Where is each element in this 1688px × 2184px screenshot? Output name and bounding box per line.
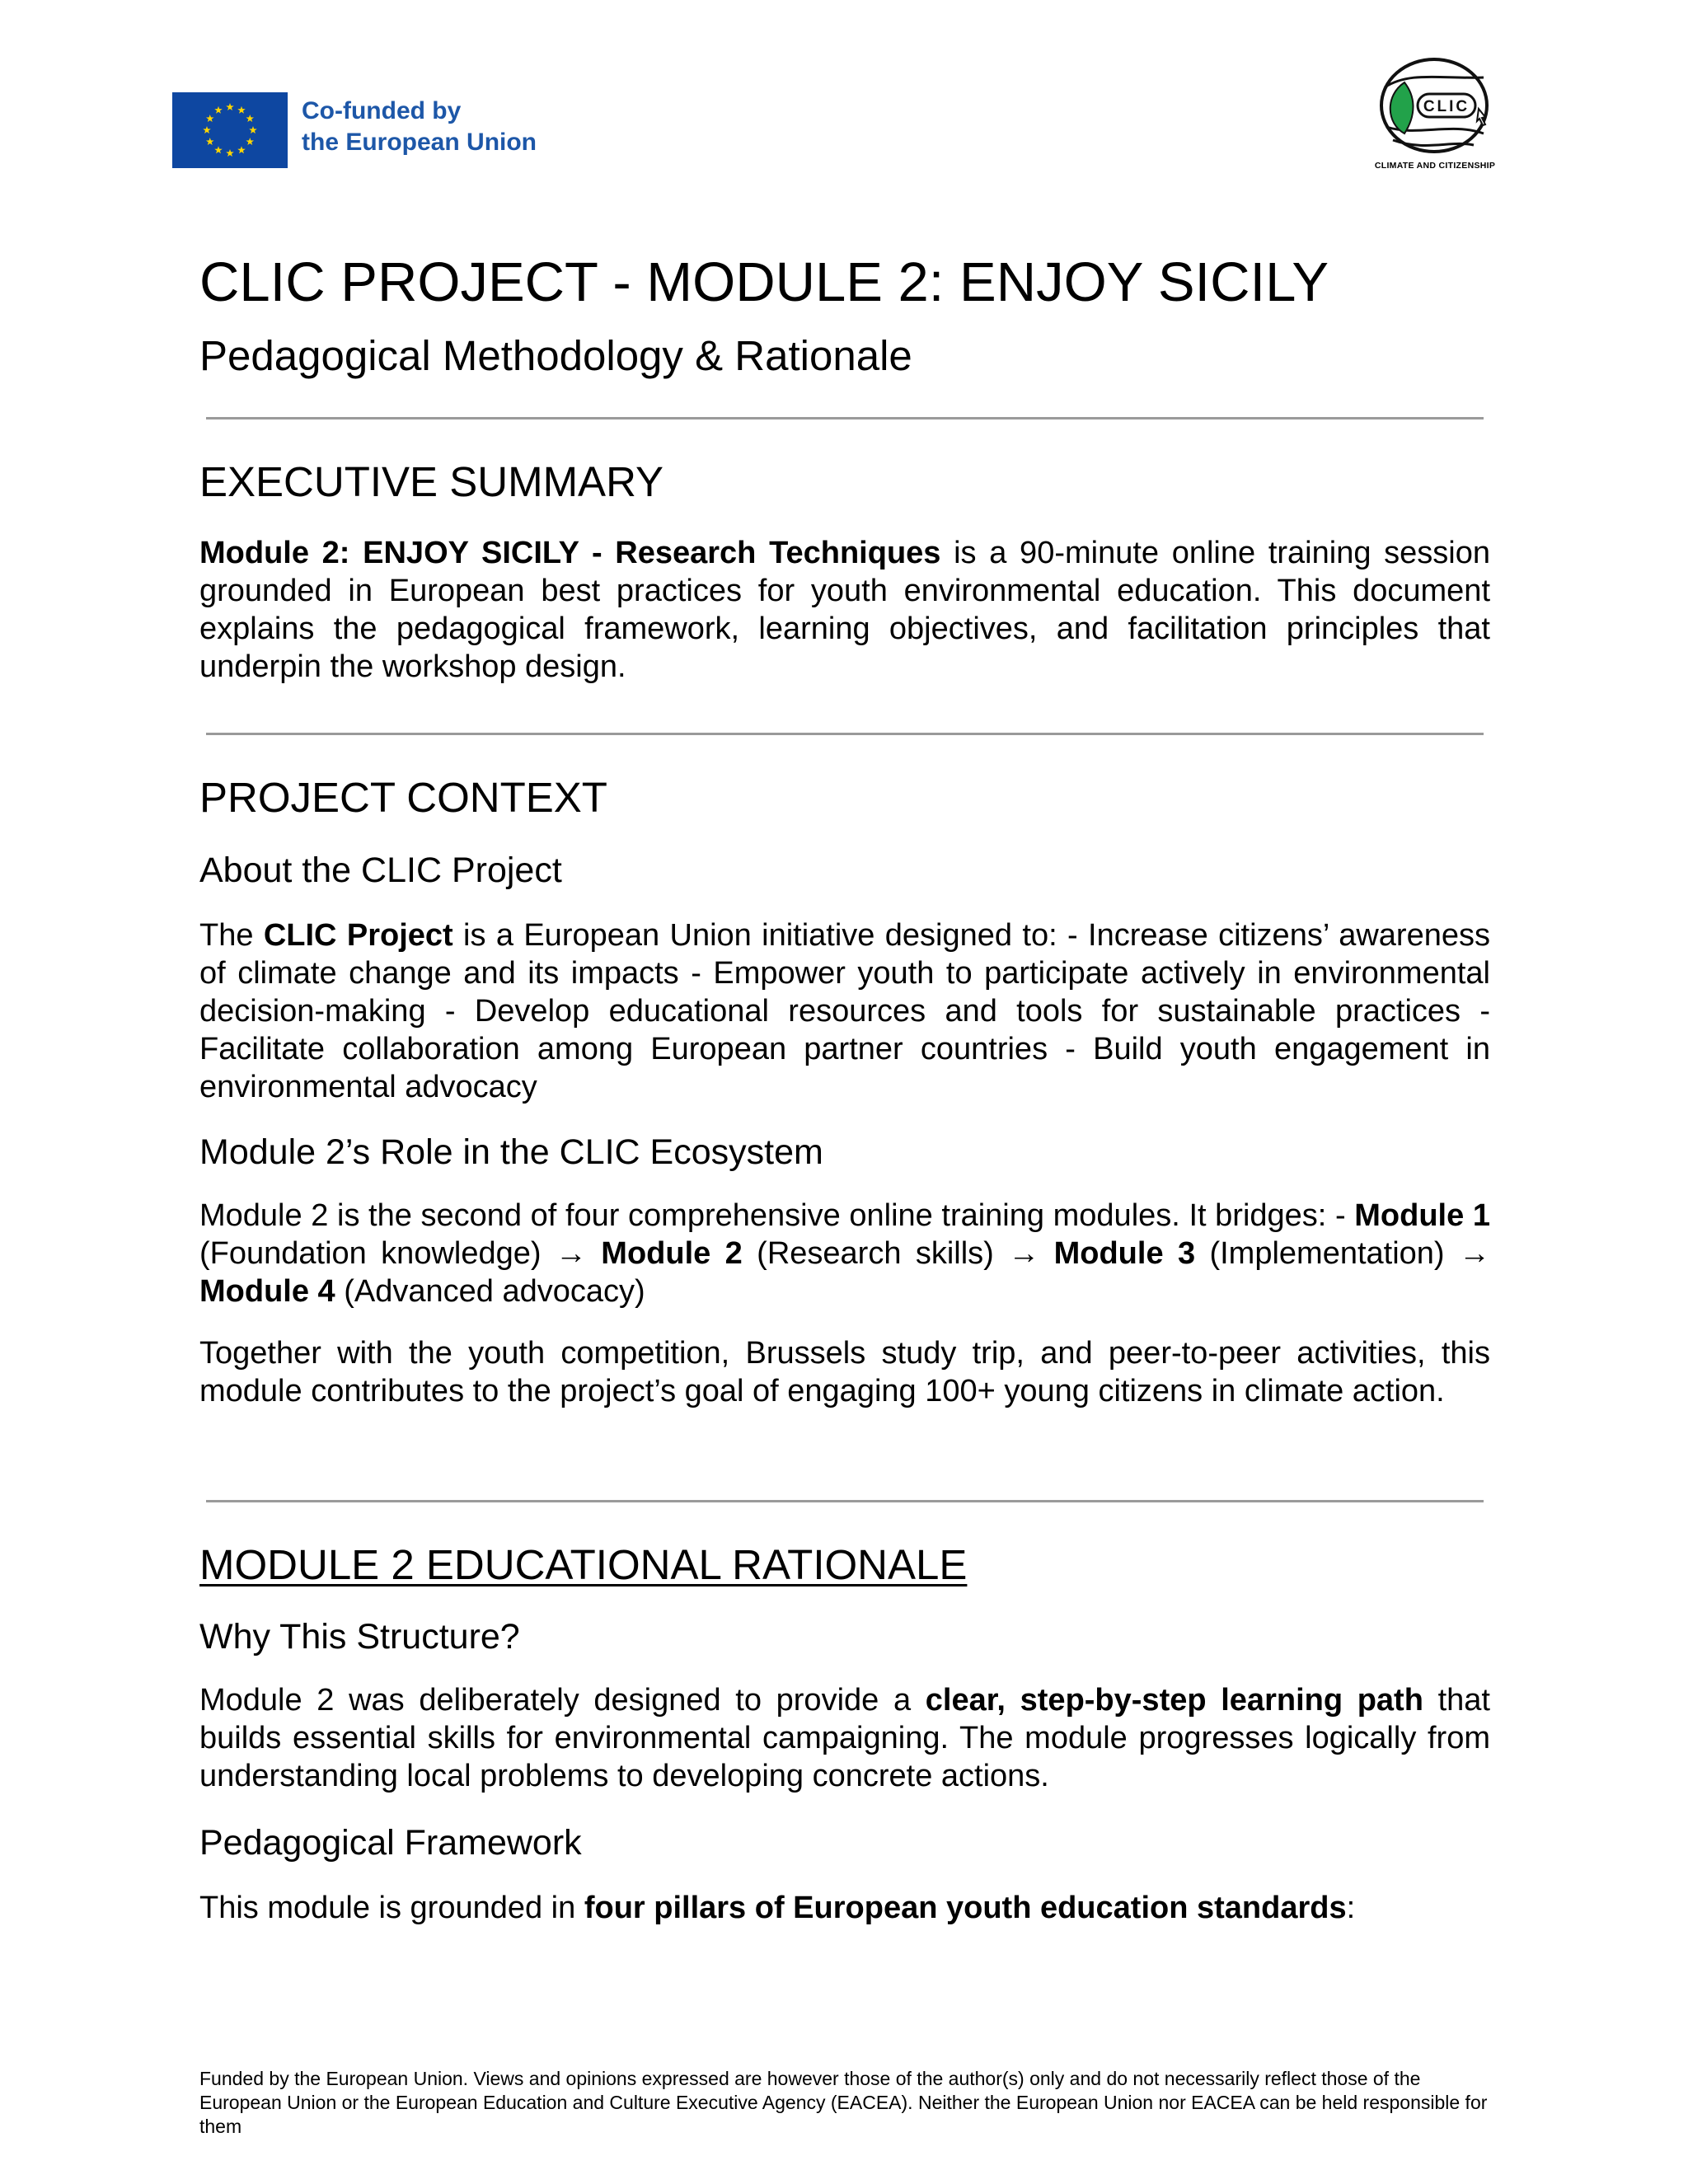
project-context-heading: PROJECT CONTEXT bbox=[199, 774, 607, 821]
document-title: CLIC PROJECT - MODULE 2: ENJOY SICILY bbox=[199, 251, 1329, 313]
executive-summary-heading: EXECUTIVE SUMMARY bbox=[199, 458, 663, 505]
clic-logo bbox=[1368, 54, 1500, 162]
divider bbox=[206, 1500, 1484, 1502]
clic-tagline: CLIMATE AND CITIZENSHIP bbox=[1374, 161, 1496, 171]
funding-disclaimer: Funded by the European Union. Views and opinions expressed are however those of the author(s) only and do not necessarily reflect those of the European Union or the European Education and Culture Executive Agency (EACEA). Neither the European Union nor EACEA can be held responsible for them bbox=[199, 2068, 1488, 2137]
executive-summary-text: Module 2: ENJOY SICILY - Research Techniques is a 90-minute online training session grounded in European best practices for youth environmental education. This document explains the pedagogical framework, learning objectives, and facilitation principles that underpin the workshop design. bbox=[199, 536, 1490, 684]
framework-text: This module is grounded in four pillars of European youth education standards: bbox=[199, 1891, 1356, 1925]
eu-logo-line1: Co-funded by bbox=[302, 97, 462, 124]
why-structure-heading: Why This Structure? bbox=[199, 1617, 520, 1657]
eu-logo-line2: the European Union bbox=[302, 129, 537, 156]
together-text: Together with the youth competition, Brussels study trip, and peer-to-peer activities, this module contributes to the project’s goal of engaging 100+ young citizens in climate action. bbox=[199, 1336, 1490, 1408]
eu-logo-text bbox=[302, 96, 537, 158]
clic-logo-text: CLIC bbox=[1423, 98, 1470, 115]
about-clic-heading: About the CLIC Project bbox=[199, 851, 562, 890]
document-subtitle: Pedagogical Methodology & Rationale bbox=[199, 332, 912, 379]
module-role-heading: Module 2’s Role in the CLIC Ecosystem bbox=[199, 1132, 823, 1172]
rationale-heading: MODULE 2 EDUCATIONAL RATIONALE bbox=[199, 1541, 968, 1588]
module-role-text: Module 2 is the second of four comprehensive online training modules. It bridges: - Module 1 (Foundation knowledge) → Module 2 (Research skills) → Module 3 (Implementation) → Module 4 (Advanced advocacy) bbox=[199, 1198, 1490, 1309]
why-structure-text: Module 2 was deliberately designed to provide a clear, step-by-step learning path that builds essential skills for environmental campaigning. The module progresses logically from understanding local problems to developing concrete actions. bbox=[199, 1683, 1490, 1793]
framework-heading: Pedagogical Framework bbox=[199, 1823, 582, 1863]
eu-flag-logo bbox=[172, 92, 288, 168]
about-clic-text: The CLIC Project is a European Union initiative designed to: - Increase citizens’ awareness of climate change and its impacts - Empower youth to participate actively in environmental decision-making - Develop educational resources and tools for sustainable practices - Facilitate collaboration among European partner countries - Build youth engagement in environmental advocacy bbox=[199, 918, 1490, 1104]
divider bbox=[206, 733, 1484, 735]
divider bbox=[206, 417, 1484, 419]
